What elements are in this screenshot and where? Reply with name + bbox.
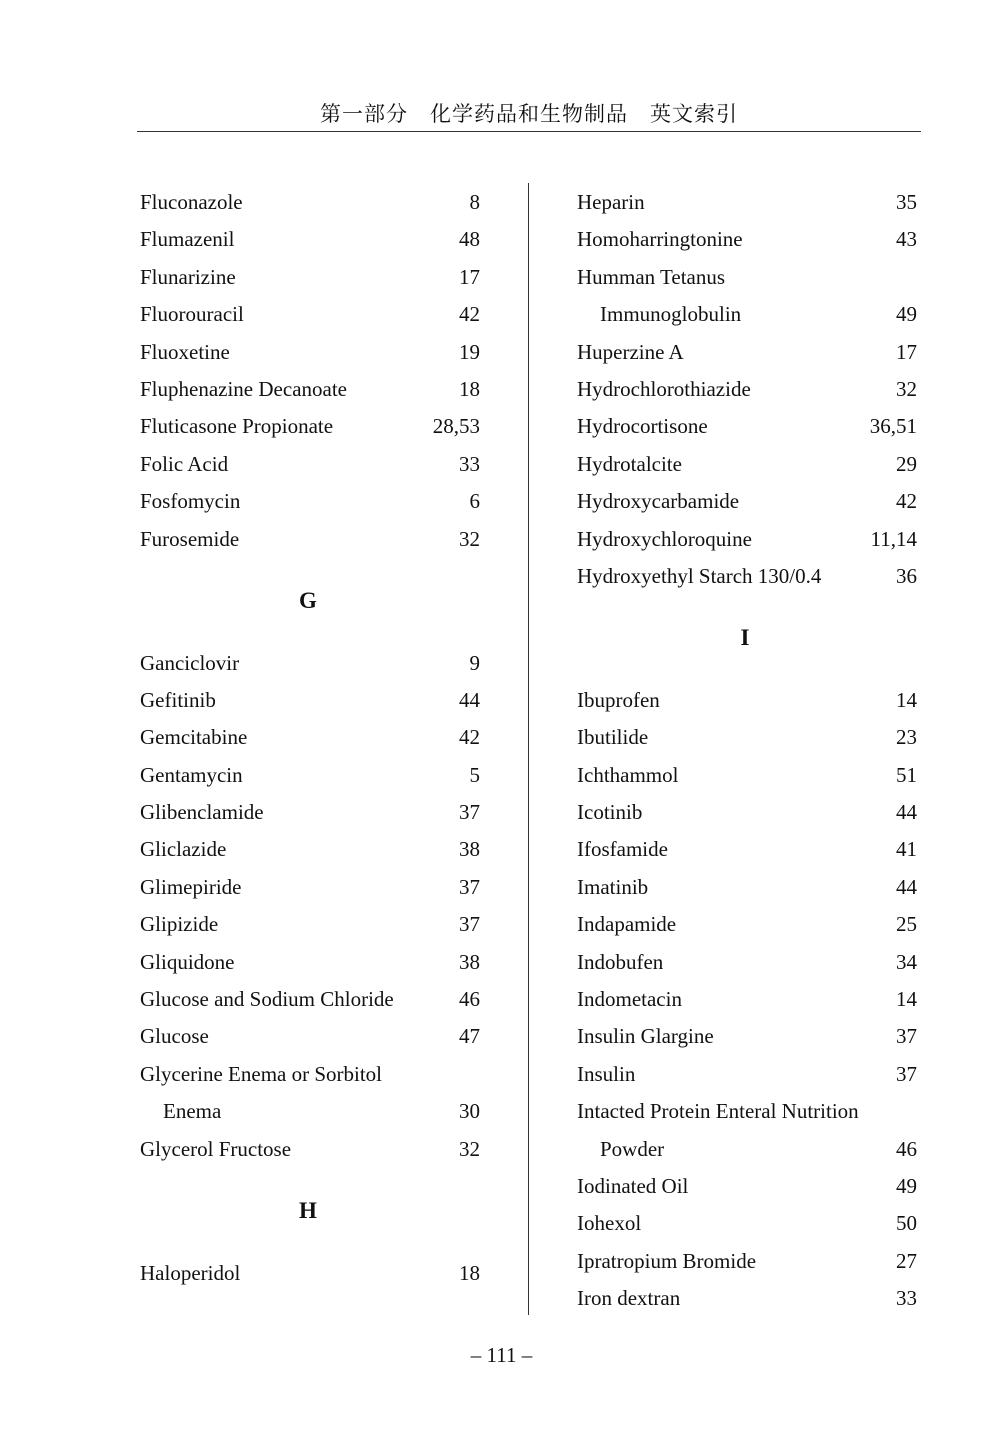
entry-name: Flunarizine <box>140 264 236 289</box>
header-rule <box>137 131 921 132</box>
entry-name: Folic Acid <box>140 451 229 476</box>
entry-name: Hydrochlorothiazide <box>577 376 751 401</box>
entry-name: Gliquidone <box>140 949 235 974</box>
entry-pages: 46 <box>459 987 480 1012</box>
section-letter-heading: I <box>740 625 750 651</box>
entry-pages: 18 <box>459 1260 480 1285</box>
index-entry <box>140 944 480 981</box>
entry-pages: 17 <box>896 339 917 364</box>
entry-name: Glibenclamide <box>140 800 264 825</box>
index-entry <box>140 259 480 296</box>
entry-name: Glucose <box>140 1024 209 1049</box>
entry-name: Gefitinib <box>140 687 216 712</box>
entry-pages: 37 <box>896 1024 917 1049</box>
entry-name: Gentamycin <box>140 762 243 787</box>
index-entry <box>140 1018 480 1055</box>
index-entry-continuation <box>577 296 917 333</box>
entry-pages: 11,14 <box>870 526 917 551</box>
index-column-left <box>140 184 480 1292</box>
index-entry <box>140 521 480 558</box>
index-entry <box>140 906 480 943</box>
index-entry <box>577 1205 917 1242</box>
index-entry <box>577 334 917 371</box>
entry-pages: 34 <box>896 949 917 974</box>
entry-pages: 36,51 <box>869 414 917 439</box>
column-divider <box>528 183 529 1315</box>
entry-pages: 27 <box>896 1248 917 1273</box>
entry-name: Fluconazole <box>140 190 243 214</box>
index-entry <box>140 794 480 831</box>
index-entry <box>140 221 480 258</box>
index-entry <box>577 521 917 558</box>
entry-pages: 33 <box>896 1286 917 1311</box>
entry-name: Hydrotalcite <box>577 451 682 476</box>
entry-pages: 42 <box>459 302 480 327</box>
entry-pages: 42 <box>896 489 917 514</box>
entry-name: Indapamide <box>577 912 677 937</box>
index-entry <box>577 446 917 483</box>
entry-name: Ganciclovir <box>140 650 240 675</box>
index-entry <box>140 869 480 906</box>
entry-name: Glycerine Enema or Sorbitol <box>140 1061 383 1086</box>
index-entry <box>577 371 917 408</box>
entry-pages: 37 <box>459 800 480 825</box>
index-entry-continuation <box>140 1093 480 1130</box>
entry-pages: 47 <box>459 1024 480 1049</box>
entry-name: Fluorouracil <box>140 302 244 327</box>
page-number: – 111 – <box>470 1343 533 1367</box>
entry-name: Flumazenil <box>140 227 235 252</box>
entry-name: Fluphenazine Decanoate <box>140 376 347 401</box>
entry-name: Indometacin <box>577 987 682 1012</box>
entry-name: Ibutilide <box>577 725 649 750</box>
entry-pages: 14 <box>896 987 917 1012</box>
entry-pages: 8 <box>469 190 480 214</box>
entry-name: Enema <box>163 1099 222 1124</box>
entry-pages: 48 <box>459 227 480 252</box>
entry-pages: 25 <box>896 912 917 937</box>
index-entry <box>140 757 480 794</box>
entry-pages: 51 <box>896 762 917 787</box>
index-entry <box>577 944 917 981</box>
index-entry <box>577 483 917 520</box>
entry-pages: 28,53 <box>432 414 480 439</box>
entry-name: Fosfomycin <box>140 489 241 514</box>
section-letter-heading: G <box>299 587 317 613</box>
index-entry <box>140 719 480 756</box>
entry-name: Fluoxetine <box>140 339 230 364</box>
entry-pages: 17 <box>459 264 480 289</box>
entry-name: Powder <box>600 1136 665 1161</box>
entry-pages: 44 <box>459 687 480 712</box>
entry-name: Immunoglobulin <box>600 302 742 327</box>
index-entry <box>140 645 480 682</box>
entry-name: Hydroxyethyl Starch 130/0.4 <box>577 563 822 588</box>
entry-name: Gliclazide <box>140 837 227 862</box>
index-entry <box>577 981 917 1018</box>
entry-pages: 37 <box>896 1061 917 1086</box>
index-entry <box>577 1056 917 1093</box>
entry-pages: 46 <box>896 1136 917 1161</box>
entry-name: Glimepiride <box>140 874 242 899</box>
entry-name: Ichthammol <box>577 762 679 787</box>
entry-name: Humman Tetanus <box>577 264 726 289</box>
entry-pages: 35 <box>896 190 917 214</box>
entry-name: Heparin <box>577 190 645 214</box>
entry-pages: 50 <box>896 1211 917 1236</box>
section-letter-heading: H <box>299 1197 317 1223</box>
index-entry <box>577 408 917 445</box>
entry-name: Insulin <box>577 1061 636 1086</box>
index-column-right <box>577 184 917 1318</box>
index-entry <box>140 831 480 868</box>
entry-pages: 42 <box>459 725 480 750</box>
entry-pages: 32 <box>459 1136 480 1161</box>
entry-name: Ifosfamide <box>577 837 668 862</box>
index-entry <box>577 184 917 221</box>
entry-name: Furosemide <box>140 526 240 551</box>
entry-pages: 6 <box>469 489 480 514</box>
entry-name: Ipratropium Bromide <box>577 1248 757 1273</box>
index-entry <box>577 906 917 943</box>
entry-name: Iron dextran <box>577 1286 681 1311</box>
entry-pages: 30 <box>459 1099 480 1124</box>
entry-name: Huperzine A <box>577 339 684 364</box>
entry-name: Homoharringtonine <box>577 227 743 252</box>
entry-pages: 41 <box>896 837 917 862</box>
index-entry <box>577 831 917 868</box>
index-entry <box>577 1243 917 1280</box>
entry-pages: 44 <box>896 874 917 899</box>
entry-pages: 38 <box>459 837 480 862</box>
index-entry <box>140 483 480 520</box>
entry-pages: 44 <box>896 800 917 825</box>
index-entry <box>140 408 480 445</box>
entry-pages: 49 <box>896 1173 917 1198</box>
index-entry <box>140 1056 480 1093</box>
entry-name: Hydroxychloroquine <box>577 526 752 551</box>
index-entry <box>140 446 480 483</box>
entry-pages: 43 <box>896 227 917 252</box>
index-entry <box>140 682 480 719</box>
entry-pages: 5 <box>469 762 480 787</box>
entry-name: Hydrocortisone <box>577 414 708 439</box>
entry-name: Glycerol Fructose <box>140 1136 292 1161</box>
entry-pages: 14 <box>896 687 917 712</box>
index-entry <box>577 1018 917 1055</box>
index-entry <box>140 981 480 1018</box>
entry-pages: 29 <box>896 451 917 476</box>
index-entry <box>577 682 917 719</box>
entry-pages: 23 <box>896 725 917 750</box>
index-entry <box>140 184 480 221</box>
entry-name: Indobufen <box>577 949 664 974</box>
entry-name: Iohexol <box>577 1211 642 1236</box>
index-entry <box>140 1255 480 1292</box>
index-entry <box>140 371 480 408</box>
entry-pages: 32 <box>459 526 480 551</box>
entry-name: Iodinated Oil <box>577 1173 689 1198</box>
entry-name: Icotinib <box>577 800 643 825</box>
entry-name: Haloperidol <box>140 1260 241 1285</box>
running-header: 第一部分 化学药品和生物制品 英文索引 <box>320 102 738 126</box>
index-entry <box>577 1280 917 1317</box>
entry-pages: 36 <box>896 563 917 588</box>
entry-pages: 37 <box>459 912 480 937</box>
entry-pages: 9 <box>469 650 480 675</box>
entry-pages: 37 <box>459 874 480 899</box>
index-entry <box>577 221 917 258</box>
entry-name: Imatinib <box>577 874 649 899</box>
index-entry <box>577 869 917 906</box>
index-entry <box>577 719 917 756</box>
entry-name: Intacted Protein Enteral Nutrition <box>577 1099 859 1124</box>
entry-name: Glipizide <box>140 912 219 937</box>
index-entry <box>140 296 480 333</box>
index-entry <box>577 757 917 794</box>
entry-pages: 19 <box>459 339 480 364</box>
index-entry <box>577 1168 917 1205</box>
entry-name: Hydroxycarbamide <box>577 489 740 514</box>
index-entry <box>577 1093 917 1130</box>
entry-pages: 32 <box>896 376 917 401</box>
index-entry <box>577 558 917 595</box>
entry-pages: 49 <box>896 302 917 327</box>
entry-pages: 33 <box>459 451 480 476</box>
entry-name: Fluticasone Propionate <box>140 414 334 439</box>
index-entry <box>577 259 917 296</box>
index-entry <box>140 1131 480 1168</box>
entry-name: Ibuprofen <box>577 687 660 712</box>
index-entry-continuation <box>577 1131 917 1168</box>
entry-name: Glucose and Sodium Chloride <box>140 987 394 1012</box>
entry-name: Gemcitabine <box>140 725 248 750</box>
entry-pages: 38 <box>459 949 480 974</box>
index-entry <box>577 794 917 831</box>
entry-pages: 18 <box>459 376 480 401</box>
index-entry <box>140 334 480 371</box>
entry-name: Insulin Glargine <box>577 1024 714 1049</box>
